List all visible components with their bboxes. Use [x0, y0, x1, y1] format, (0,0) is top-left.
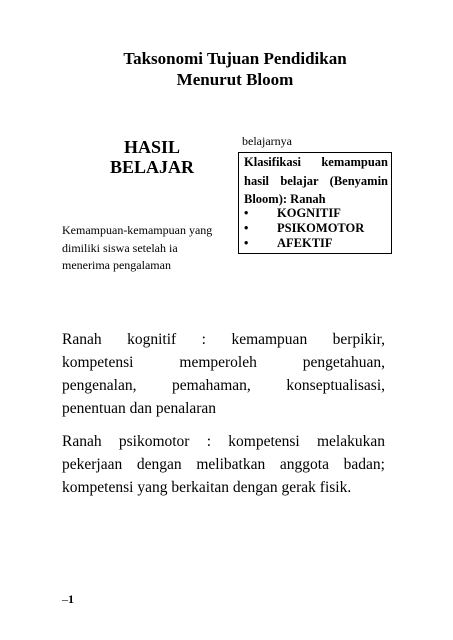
- ranah-label: AFEKTIF: [277, 235, 333, 250]
- ranah-label: KOGNITIF: [277, 205, 341, 220]
- title-line-1: Taksonomi Tujuan Pendidikan: [123, 49, 347, 68]
- paragraph-ranah-kognitif: [62, 328, 385, 420]
- ranah-item-psikomotor: [244, 221, 388, 236]
- kemampuan-line-3: menerima pengalaman: [62, 258, 171, 272]
- paragraph-line: kompetensi yang berkaitan dengan gerak fisik.: [62, 479, 352, 496]
- belajarnya-label: belajarnya: [242, 134, 292, 148]
- hasil-belajar-heading: [100, 137, 204, 177]
- paragraph-line: Ranah psikomotor : kompetensi melakukan: [62, 433, 385, 450]
- kemampuan-definition: [62, 222, 232, 275]
- kemampuan-line-1: Kemampuan-kemampuan yang: [62, 223, 213, 237]
- kemampuan-line-2: dimiliki siswa setelah ia: [62, 240, 178, 255]
- bullet-icon: •: [244, 205, 249, 220]
- paragraph-ranah-psikomotor: [62, 430, 385, 499]
- paragraph-line: pengenalan, pemahaman, konseptualisasi,: [62, 377, 385, 394]
- klasifikasi-heading: [244, 153, 388, 209]
- paragraph-line: Ranah kognitif : kemampuan berpikir,: [62, 331, 385, 348]
- klasifikasi-line-3: Bloom): Ranah: [244, 192, 326, 206]
- ranah-item-afektif: [244, 236, 388, 251]
- page-number-dash: –: [62, 592, 68, 606]
- page-number: [62, 591, 74, 607]
- page-number-value: 1: [68, 592, 74, 606]
- ranah-list: [244, 206, 388, 251]
- ranah-label: PSIKOMOTOR: [277, 220, 365, 235]
- paragraph-line: kompetensi memperoleh pengetahuan,: [62, 354, 385, 371]
- klasifikasi-box: [238, 152, 392, 254]
- title-line-2: Menurut Bloom: [176, 70, 294, 89]
- klasifikasi-line-1: Klasifikasi kemampuan: [244, 155, 388, 169]
- bullet-icon: •: [244, 235, 249, 250]
- ranah-item-kognitif: [244, 206, 388, 221]
- bullet-icon: •: [244, 220, 249, 235]
- klasifikasi-line-2: hasil belajar (Benyamin: [244, 173, 388, 188]
- paragraph-line: pekerjaan dengan melibatkan anggota badan;: [62, 456, 385, 473]
- hasil-line-1: HASIL: [123, 137, 181, 157]
- hasil-line-2: BELAJAR: [109, 157, 194, 177]
- document-title: [90, 48, 380, 90]
- paragraph-line: penentuan dan penalaran: [62, 400, 217, 417]
